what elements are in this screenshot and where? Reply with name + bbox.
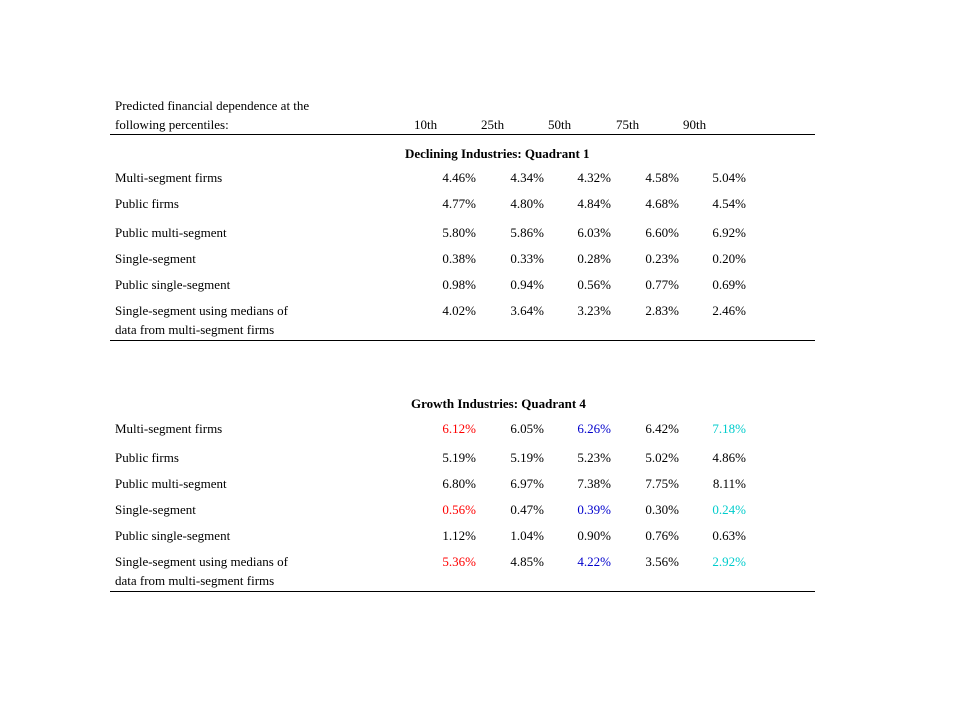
value-cell: 0.30%: [645, 502, 679, 517]
value-cell: 6.05%: [510, 421, 544, 436]
row-label: Public firms: [115, 450, 179, 465]
value-cell: 5.02%: [645, 450, 679, 465]
value-cell: 0.23%: [645, 251, 679, 266]
value-cell: 5.19%: [442, 450, 476, 465]
value-cell: 4.02%: [442, 303, 476, 318]
value-cell: 4.84%: [577, 196, 611, 211]
value-cell: 2.46%: [712, 303, 746, 318]
row-label: Multi-segment firms: [115, 170, 223, 185]
row-label: Public single-segment: [115, 528, 231, 543]
value-cell: 6.26%: [577, 421, 611, 436]
value-cell: 4.86%: [712, 450, 746, 465]
row-label: Public multi-segment: [115, 476, 227, 491]
value-cell: 1.04%: [510, 528, 544, 543]
row-label-continued: data from multi-segment firms: [115, 322, 275, 337]
value-cell: 3.23%: [577, 303, 611, 318]
section-declining-bottom-rule: [110, 340, 815, 341]
header-divider: [110, 134, 815, 135]
value-cell: 0.47%: [510, 502, 544, 517]
value-cell: 4.46%: [442, 170, 476, 185]
value-cell: 3.56%: [645, 554, 679, 569]
value-cell: 0.98%: [442, 277, 476, 292]
value-cell: 5.23%: [577, 450, 611, 465]
value-cell: 5.80%: [442, 225, 476, 240]
value-cell: 4.80%: [510, 196, 544, 211]
row-label: Single-segment using medians of: [115, 554, 288, 569]
value-cell: 4.68%: [645, 196, 679, 211]
value-cell: 7.18%: [712, 421, 746, 436]
value-cell: 2.92%: [712, 554, 746, 569]
value-cell: 4.85%: [510, 554, 544, 569]
value-cell: 4.58%: [645, 170, 679, 185]
value-cell: 0.77%: [645, 277, 679, 292]
value-cell: 0.63%: [712, 528, 746, 543]
value-cell: 0.94%: [510, 277, 544, 292]
header-line-1: Predicted financial dependence at the: [115, 98, 310, 113]
row-label: Public multi-segment: [115, 225, 227, 240]
value-cell: 0.56%: [577, 277, 611, 292]
value-cell: 0.76%: [645, 528, 679, 543]
percentile-75th: 75th: [616, 117, 640, 132]
value-cell: 1.12%: [442, 528, 476, 543]
row-label: Public firms: [115, 196, 179, 211]
value-cell: 0.56%: [442, 502, 476, 517]
header-line-2: following percentiles:: [115, 117, 229, 132]
section-title-growth: Growth Industries: Quadrant 4: [411, 396, 586, 411]
value-cell: 5.86%: [510, 225, 544, 240]
value-cell: 8.11%: [712, 476, 746, 491]
value-cell: 0.38%: [442, 251, 476, 266]
row-label: Public single-segment: [115, 277, 231, 292]
value-cell: 0.20%: [712, 251, 746, 266]
value-cell: 6.12%: [442, 421, 476, 436]
value-cell: 5.19%: [510, 450, 544, 465]
value-cell: 6.92%: [712, 225, 746, 240]
value-cell: 4.32%: [577, 170, 611, 185]
value-cell: 6.60%: [645, 225, 679, 240]
value-cell: 0.69%: [712, 277, 746, 292]
section-growth-bottom-rule: [110, 591, 815, 592]
value-cell: 5.04%: [712, 170, 746, 185]
value-cell: 6.80%: [442, 476, 476, 491]
value-cell: 7.75%: [645, 476, 679, 491]
percentile-90th: 90th: [683, 117, 707, 132]
section-title-declining: Declining Industries: Quadrant 1: [405, 146, 590, 161]
row-label: Multi-segment firms: [115, 421, 223, 436]
value-cell: 4.34%: [510, 170, 544, 185]
value-cell: 0.28%: [577, 251, 611, 266]
row-label-continued: data from multi-segment firms: [115, 573, 275, 588]
value-cell: 0.90%: [577, 528, 611, 543]
value-cell: 0.33%: [510, 251, 544, 266]
value-cell: 2.83%: [645, 303, 679, 318]
percentile-50th: 50th: [548, 117, 572, 132]
value-cell: 4.54%: [712, 196, 746, 211]
value-cell: 0.24%: [712, 502, 746, 517]
value-cell: 4.22%: [577, 554, 611, 569]
value-cell: 6.42%: [645, 421, 679, 436]
value-cell: 6.97%: [510, 476, 544, 491]
value-cell: 6.03%: [577, 225, 611, 240]
row-label: Single-segment: [115, 502, 196, 517]
value-cell: 7.38%: [577, 476, 611, 491]
value-cell: 5.36%: [442, 554, 476, 569]
value-cell: 3.64%: [510, 303, 544, 318]
percentile-25th: 25th: [481, 117, 505, 132]
percentile-10th: 10th: [414, 117, 438, 132]
value-cell: 0.39%: [577, 502, 611, 517]
row-label: Single-segment using medians of: [115, 303, 288, 318]
value-cell: 4.77%: [442, 196, 476, 211]
row-label: Single-segment: [115, 251, 196, 266]
